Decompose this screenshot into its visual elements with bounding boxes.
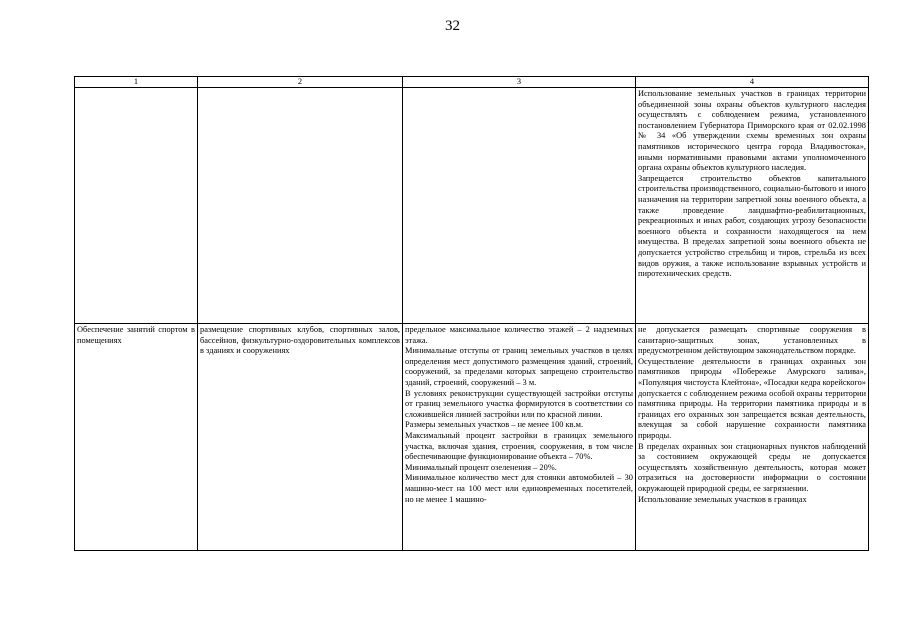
column-header-2: 2 <box>198 77 403 88</box>
row1-col1-cell <box>75 88 198 324</box>
row2-col3-paragraph: Минимальные отступы от границ земельных участков в целях определения мест допустимого размещения зданий, строений, сооружений, за пределами которых запрещено строительство зданий, строений, сооружений – 3 м. <box>405 346 633 387</box>
table-header-row <box>75 77 869 88</box>
row2-col3-paragraph: Минимальный процент озеленения – 20%. <box>405 462 557 472</box>
row1-col3-cell <box>403 88 636 324</box>
column-header-1: 1 <box>75 77 198 88</box>
table-row <box>75 324 869 551</box>
row2-col1-cell: Обеспечение занятий спортом в помещениях <box>75 324 198 551</box>
row2-col4-paragraph: В пределах охранных зон стационарных пунктов наблюдений за состоянием окружающей среды не допускается осуществлять хозяйственную деятельность, которая может отразиться на достоверности информации о состоянии окружающей природной среды, ее загрязнении. <box>638 441 866 493</box>
row2-col3-paragraph: Минимальное количество мест для стоянки автомобилей – 30 машино-мест на 100 мест или единовременных посетителей, но не менее 1 машино- <box>405 473 633 504</box>
row1-col4-paragraph: Запрещается строительство объектов капитального строительства производственного, социально-бытового и иного назначения на территории запретной зоны военного объекта, а также проведение ландшафтно-реабилитационных, рекреационных и иных работ, создающих угрозу безопасности военного объекта и сохранности находящегося на нем имущества. В пределах запретной зоны военного объекта не допускается устройство стрельбищ и тиров, стрельба из всех видов оружия, а также использование взрывных устройств и пиротехнических средств. <box>638 173 866 279</box>
document-table <box>74 76 869 551</box>
row2-col3-paragraph: Размеры земельных участков – не менее 100 кв.м. <box>405 420 584 430</box>
row2-col4-paragraph: не допускается размещать спортивные сооружения в санитарно-защитных зонах, установленных в предусмотренном действующим законодательством порядке. <box>638 325 866 356</box>
row2-col3-paragraph: Максимальный процент застройки в границах земельного участка, включая здания, строения, сооружения, в том числе обеспечивающие функционирование объекта – 70%. <box>405 430 633 462</box>
row2-col4-cell <box>636 324 869 551</box>
column-header-3: 3 <box>403 77 636 88</box>
row2-col3-paragraph: В условиях реконструкции существующей застройки отступы от границ земельного участка формируются в соответствии со сложившейся линией застройки или по красной линии. <box>405 388 633 419</box>
row1-col2-cell <box>198 88 403 324</box>
row2-col2-cell: размещение спортивных клубов, спортивных залов, бассейнов, физкультурно-оздоровительных комплексов в зданиях и сооружениях <box>198 324 403 551</box>
table-row <box>75 88 869 324</box>
page-number: 32 <box>445 18 460 34</box>
row1-col4-paragraph: Использование земельных участков в границах территории объединенной зоны охраны объектов культурного наследия осуществлять с соблюдением режима, установленного постановлением Губернатора Приморского края от 02.02.1998 № 34 «Об утверждении схемы временных зон охраны памятников исторического центра города Владивостока», иными нормативными правовыми актами уполномоченного органа охраны объектов культурного наследия. <box>638 89 866 173</box>
row2-col4-paragraph: Осуществление деятельности в границах охранных зон памятников природы «Побережье Амурского залива», «Популяция чистоуста Клейтона», «Посадки кедра корейского» допускается с соблюдением режима особой охраны территории памятника природы. На территории памятника природы и в границах его охранных зон запрещается всякая деятельность, влекущая за собой нарушение сохранности памятника природы. <box>638 356 866 440</box>
row2-col3-cell <box>403 324 636 551</box>
column-header-4: 4 <box>636 77 869 88</box>
row2-col4-paragraph: Использование земельных участков в границах <box>638 494 807 504</box>
row2-col3-paragraph: предельное максимальное количество этажей – 2 надземных этажа. <box>405 325 633 345</box>
row1-col4-cell <box>636 88 869 324</box>
